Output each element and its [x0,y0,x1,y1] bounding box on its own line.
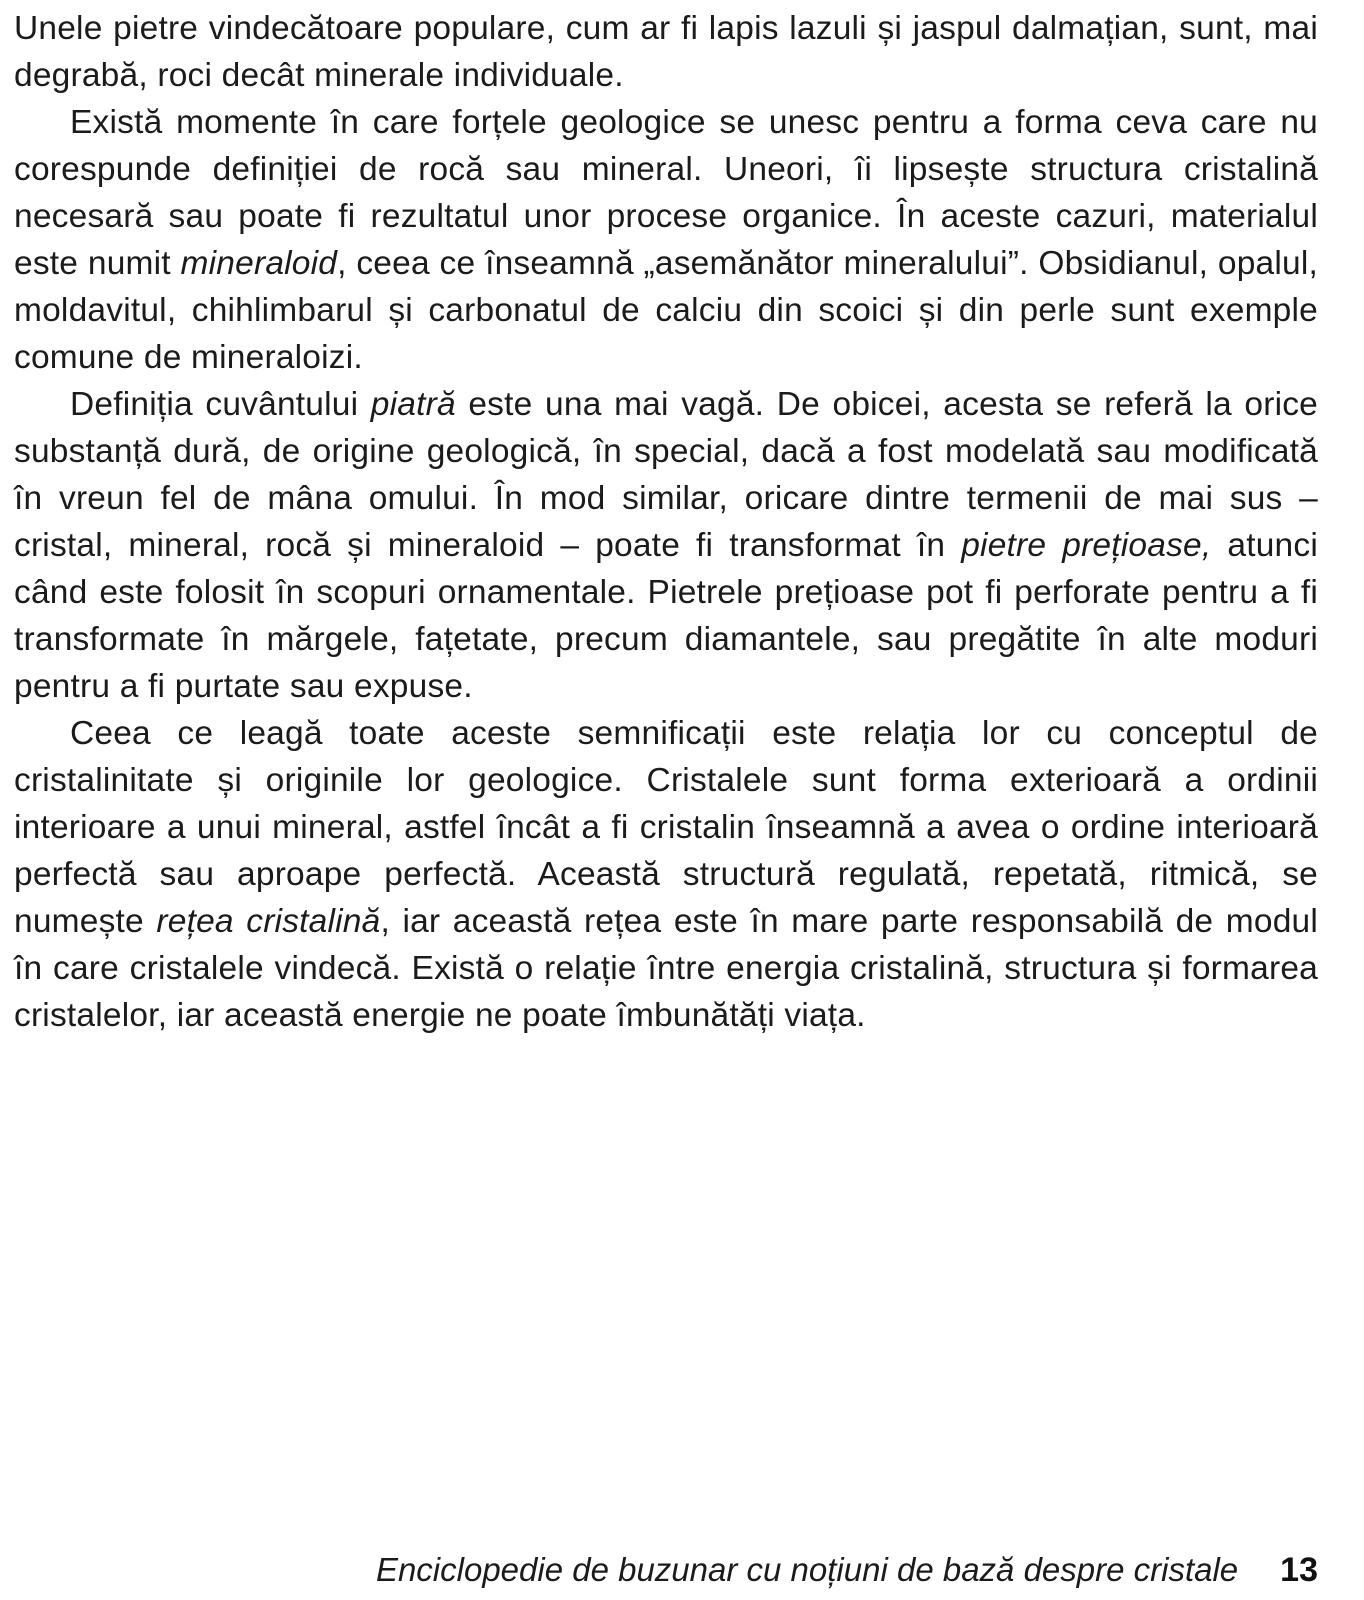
body-text: Unele pietre vindecătoare populare, cum ar fi lapis lazuli și jaspul dalmațian, sunt, mai degrabă, roci decât minerale individuale. [14,10,1318,94]
paragraph [14,381,1318,710]
page-footer [14,1551,1318,1590]
emphasis-text: pietre prețioase, [961,527,1212,564]
paragraph [14,99,1318,381]
body-text: , iar această rețea este în mare parte responsabilă de modul în care cristalele vindecă. Există o relație între energia cristalină, structura și formarea cristalelor, iar această energie ne poate îmbunătăți viața. [14,903,1318,1034]
emphasis-text: piatră [370,386,456,423]
text-block [14,5,1318,1039]
body-text: este una mai vagă. De obicei, acesta se referă la orice substanță dură, de origine geologică, în special, dacă a fost modelată sau modificată în vreun fel de mâna omului. În mod similar, oricare dintre termenii de mai sus – cristal, mineral, rocă și mineraloid – poate fi transformat în [14,386,1318,564]
emphasis-text: mineraloid [180,245,338,282]
body-text: atunci când este folosit în scopuri ornamentale. Pietrele prețioase pot fi perforate pentru a fi transformate în mărgele, fațetate, precum diamantele, sau pregătite în alte moduri pentru a fi purtate sau expuse. [14,527,1318,705]
footer-book-title: Enciclopedie de buzunar cu noțiuni de bază despre cristale [375,1551,1239,1588]
paragraph [14,5,1318,99]
emphasis-text: rețea cristalină [156,903,381,940]
body-text: , ceea ce înseamnă „asemănător mineralului”. Obsidianul, opalul, moldavitul, chihlimbarul și carbonatul de calciu din scoici și din perle sunt exemple comune de mineraloizi. [14,245,1318,376]
body-text: Există momente în care forțele geologice se unesc pentru a forma ceva care nu corespunde definiției de rocă sau mineral. Uneori, îi lipsește structura cristalină necesară sau poate fi rezultatul unor procese organice. În aceste cazuri, materialul este numit [14,104,1318,282]
paragraph [14,710,1318,1039]
body-text: Ceea ce leagă toate aceste semnificații este relația lor cu conceptul de cristalinitate și originile lor geologice. Cristalele sunt forma exterioară a ordinii interioare a unui mineral, astfel încât a fi cristalin înseamnă a avea o ordine interioară perfectă sau aproape perfectă. Această structură regulată, repetată, ritmică, se numește [14,715,1318,940]
footer-page-number: 13 [1280,1551,1318,1589]
body-text: Definiția cuvântului [70,386,371,423]
